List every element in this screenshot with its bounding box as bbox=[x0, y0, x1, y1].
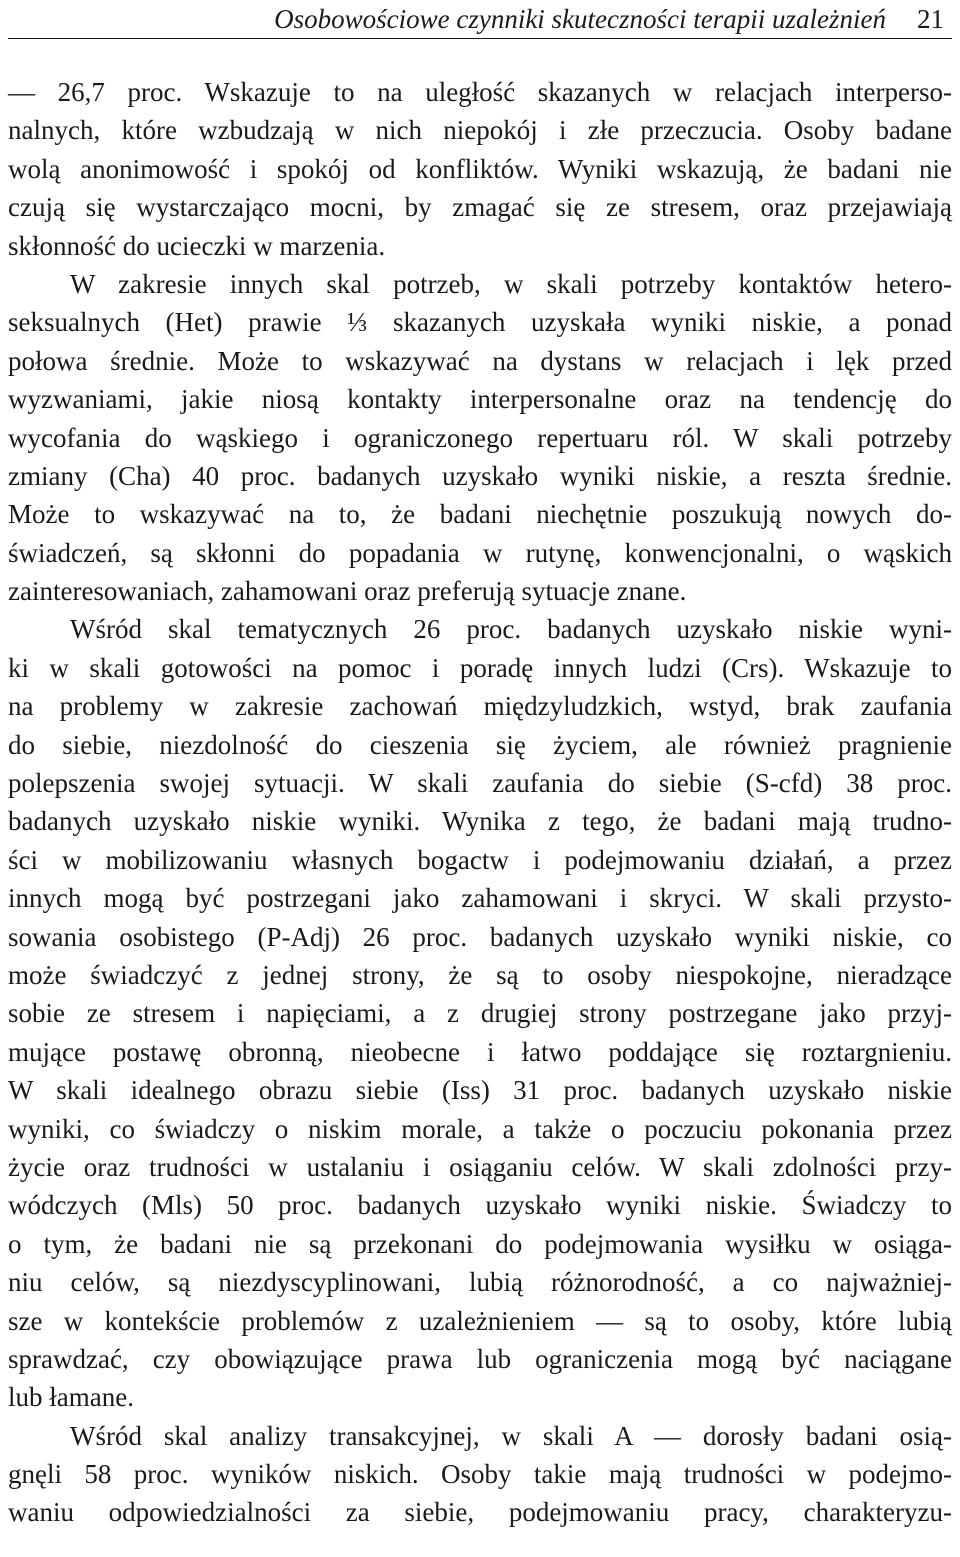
text-line: ki w skali gotowości na pomoc i poradę innych ludzi (Crs). Wskazuje to bbox=[8, 652, 952, 683]
page-number: 21 bbox=[917, 4, 944, 34]
text-line: innych mogą być postrzegani jako zahamowani i skryci. W skali przysto- bbox=[8, 883, 952, 914]
text-line: wolą anonimowość i spokój od konfliktów. Wyniki wskazują, że badani nie bbox=[8, 153, 952, 184]
text-line: seksualnych (Het) prawie ⅓ skazanych uzyskała wyniki niskie, a ponad bbox=[8, 307, 952, 338]
text-line: W skali idealnego obrazu siebie (Iss) 31 proc. badanych uzyskało niskie bbox=[8, 1075, 952, 1106]
text-line: W zakresie innych skal potrzeb, w skali potrzeby kontaktów hetero- bbox=[70, 268, 952, 299]
running-head bbox=[8, 0, 952, 38]
text-line: na problemy w zakresie zachowań międzyludzkich, wstyd, brak zaufania bbox=[8, 691, 952, 722]
text-line: połowa średnie. Może to wskazywać na dystans w relacjach i lęk przed bbox=[8, 345, 952, 376]
text-line: badanych uzyskało niskie wyniki. Wynika z tego, że badani mają trudno- bbox=[8, 806, 952, 837]
text-line: Może to wskazywać na to, że badani niechętnie poszukują nowych do- bbox=[8, 499, 952, 530]
text-line: ści w mobilizowaniu własnych bogactw i podejmowaniu działań, a przez bbox=[8, 844, 952, 875]
header-rule bbox=[8, 38, 952, 39]
text-line: wycofania do wąskiego i ograniczonego repertuaru ról. W skali potrzeby bbox=[8, 422, 952, 453]
text-line: gnęli 58 proc. wyników niskich. Osoby takie mają trudności w podejmo- bbox=[8, 1459, 952, 1490]
text-line: Wśród skal analizy transakcyjnej, w skali A — dorosły badani osią- bbox=[70, 1420, 952, 1451]
text-line: polepszenia swojej sytuacji. W skali zaufania do siebie (S-cfd) 38 proc. bbox=[8, 768, 952, 799]
text-line: niu celów, są niezdyscyplinowani, lubią różnorodność, a co najważniej- bbox=[8, 1267, 952, 1298]
text-line: zainteresowaniach, zahamowani oraz preferują sytuacje znane. bbox=[8, 576, 687, 607]
text-line: zmiany (Cha) 40 proc. badanych uzyskało wyniki niskie, a reszta średnie. bbox=[8, 460, 952, 491]
text-line: może świadczyć z jednej strony, że są to osoby niespokojne, nieradzące bbox=[8, 959, 952, 990]
text-line: wyzwaniami, jakie niosą kontakty interpersonalne oraz na tendencję do bbox=[8, 384, 952, 415]
text-line: sobie ze stresem i napięciami, a z drugiej strony postrzegane jako przyj- bbox=[8, 998, 952, 1029]
text-line: — 26,7 proc. Wskazuje to na uległość skazanych w relacjach interperso- bbox=[8, 77, 952, 107]
text-line: lub łamane. bbox=[8, 1382, 134, 1413]
text-line: do siebie, niezdolność do cieszenia się życiem, ale również pragnienie bbox=[8, 729, 952, 760]
text-line: o tym, że badani nie są przekonani do podejmowania wysiłku w osiąga- bbox=[8, 1228, 952, 1259]
text-line: wódczych (Mls) 50 proc. badanych uzyskało wyniki niskie. Świadczy to bbox=[8, 1190, 952, 1221]
text-line: sze w kontekście problemów z uzależnieniem — są to osoby, które lubią bbox=[8, 1305, 952, 1336]
text-line: mujące postawę obronną, nieobecne i łatwo poddające się roztargnieniu. bbox=[8, 1036, 952, 1067]
text-line: sprawdzać, czy obowiązujące prawa lub ograniczenia mogą być naciągane bbox=[8, 1343, 952, 1374]
text-line: świadczeń, są skłonni do popadania w rutynę, konwencjonalni, o wąskich bbox=[8, 537, 952, 568]
running-title: Osobowościowe czynniki skuteczności terapii uzależnień bbox=[274, 4, 886, 34]
text-line: nalnych, które wzbudzają w nich niepokój i złe przeczucia. Osoby badane bbox=[8, 115, 952, 146]
text-line: Wśród skal tematycznych 26 proc. badanych uzyskało niskie wyni- bbox=[70, 614, 952, 645]
text-line: waniu odpowiedzialności za siebie, podejmowaniu pracy, charakteryzu- bbox=[8, 1497, 952, 1528]
text-line: skłonność do ucieczki w marzenia. bbox=[8, 230, 386, 261]
body-text bbox=[8, 73, 952, 1532]
text-line: wyniki, co świadczy o niskim morale, a także o poczuciu pokonania przez bbox=[8, 1113, 952, 1144]
text-line: życie oraz trudności w ustalaniu i osiąganiu celów. W skali zdolności przy- bbox=[8, 1151, 952, 1182]
text-line: czują się wystarczająco mocni, by zmagać się ze stresem, oraz przejawiają bbox=[8, 192, 952, 223]
text-line: sowania osobistego (P-Adj) 26 proc. badanych uzyskało wyniki niskie, co bbox=[8, 921, 952, 952]
